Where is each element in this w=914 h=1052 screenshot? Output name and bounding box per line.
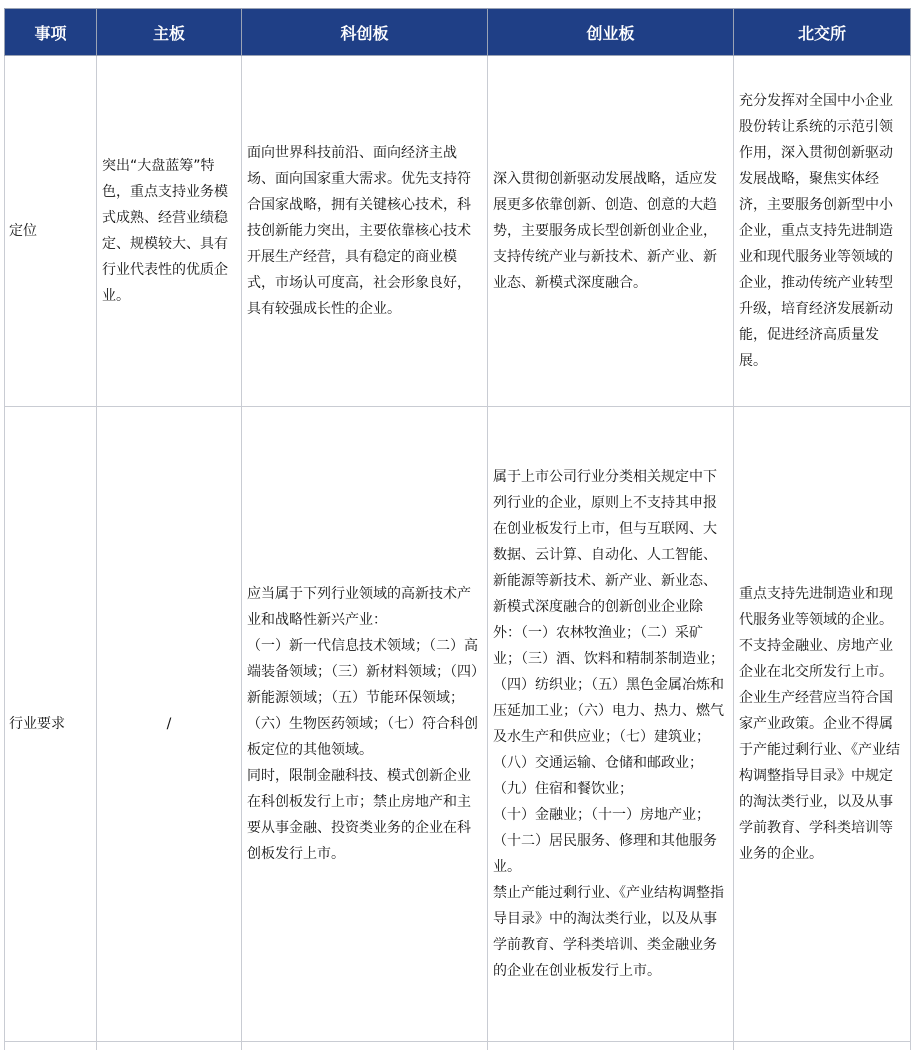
cell-empty — [734, 1042, 911, 1051]
board-comparison-table — [4, 8, 911, 1050]
cell-star-market: 应当属于下列行业领域的高新技术产业和战略性新兴产业： （一）新一代信息技术领域；（二）高端装备领域；（三）新材料领域；（四）新能源领域；（五）节能环保领域； （六）生物医药领域；（七）符合科创板定位的其他领域。 同时，限制金融科技、模式创新企业在科创板发行上市；禁止房地产和主要从事金融、投资类业务的企业在科创板发行上市。 — [242, 407, 488, 1042]
cell-empty — [97, 1042, 242, 1051]
header-row — [5, 9, 911, 56]
header-chinext: 创业板 — [488, 9, 734, 56]
cell-star-market: 面向世界科技前沿、面向经济主战场、面向国家重大需求。优先支持符合国家战略，拥有关键核心技术，科技创新能力突出，主要依靠核心技术开展生产经营，具有稳定的商业模式，市场认可度高，社会形象良好，具有较强成长性的企业。 — [242, 56, 488, 407]
row-label: 定位 — [5, 56, 97, 407]
cell-empty — [242, 1042, 488, 1051]
header-bse: 北交所 — [734, 9, 911, 56]
table-row — [5, 56, 911, 407]
header-main-board: 主板 — [97, 9, 242, 56]
cell-empty — [488, 1042, 734, 1051]
cell-bse: 充分发挥对全国中小企业股份转让系统的示范引领作用，深入贯彻创新驱动发展战略，聚焦实体经济，主要服务创新型中小企业，重点支持先进制造业和现代服务业等领域的企业，推动传统产业转型升级，培育经济发展新动能，促进经济高质量发展。 — [734, 56, 911, 407]
cell-chinext: 深入贯彻创新驱动发展战略，适应发展更多依靠创新、创造、创意的大趋势，主要服务成长型创新创业企业，支持传统产业与新技术、新产业、新业态、新模式深度融合。 — [488, 56, 734, 407]
cell-empty — [5, 1042, 97, 1051]
header-item: 事项 — [5, 9, 97, 56]
row-label: 行业要求 — [5, 407, 97, 1042]
cell-chinext: 属于上市公司行业分类相关规定中下列行业的企业，原则上不支持其申报在创业板发行上市，但与互联网、大数据、云计算、自动化、人工智能、新能源等新技术、新产业、新业态、新模式深度融合的创新创业企业除外：（一）农林牧渔业；（二）采矿业；（三）酒、饮料和精制茶制造业； （四）纺织业；（五）黑色金属冶炼和压延加工业；（六）电力、热力、燃气及水生产和供应业；（七）建筑业； （八）交通运输、仓储和邮政业；（九）住宿和餐饮业； （十）金融业；（十一）房地产业；（十二）居民服务、修理和其他服务业。 禁止产能过剩行业、《产业结构调整指导目录》中的淘汰类行业，以及从事学前教育、学科类培训、类金融业务的企业在创业板发行上市。 — [488, 407, 734, 1042]
cell-main-board: / — [97, 407, 242, 1042]
table-row-partial — [5, 1042, 911, 1051]
header-star-market: 科创板 — [242, 9, 488, 56]
cell-bse: 重点支持先进制造业和现代服务业等领域的企业。 不支持金融业、房地产业企业在北交所发行上市。 企业生产经营应当符合国家产业政策。企业不得属于产能过剩行业、《产业结构调整指导目录》中规定的淘汰类行业，以及从事学前教育、学科类培训等业务的企业。 — [734, 407, 911, 1042]
cell-main-board: 突出“大盘蓝筹”特色，重点支持业务模式成熟、经营业绩稳定、规模较大、具有行业代表性的优质企业。 — [97, 56, 242, 407]
table-row — [5, 407, 911, 1042]
